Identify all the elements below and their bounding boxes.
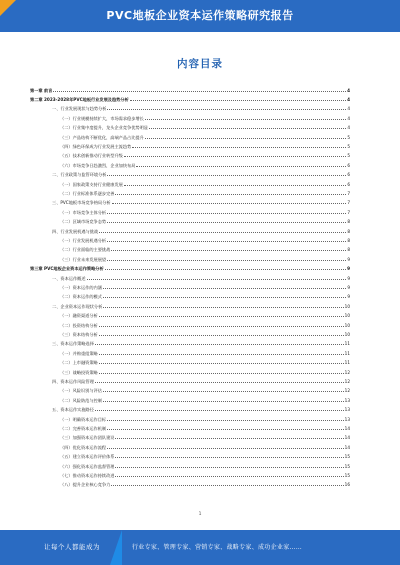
toc-leader-dots <box>124 184 347 186</box>
toc-entry[interactable] <box>60 434 350 441</box>
toc-entry[interactable] <box>52 377 350 384</box>
toc-entry-page: 10 <box>344 331 350 337</box>
toc-entry-page: 7 <box>347 200 350 206</box>
toc-entry[interactable] <box>60 133 350 140</box>
toc-leader-dots <box>99 334 344 336</box>
toc-entry[interactable] <box>52 105 350 112</box>
toc-leader-dots <box>103 296 346 298</box>
toc-leader-dots <box>115 456 343 458</box>
toc-entry-label: （二）资本运作的模式 <box>60 294 102 300</box>
toc-entry[interactable] <box>52 199 350 206</box>
toc-entry-page: 4 <box>347 87 350 93</box>
toc-entry[interactable] <box>52 227 350 234</box>
toc-entry-page: 12 <box>344 369 350 375</box>
toc-entry[interactable] <box>60 255 350 262</box>
toc-entry-page: 8 <box>347 228 350 234</box>
toc-entry-label: 三、PVC地板市场竞争格局分析 <box>52 200 111 206</box>
toc-leader-dots <box>107 447 344 449</box>
toc-entry-label: （一）风险识别与评估 <box>60 388 102 394</box>
toc-leader-dots <box>87 278 347 280</box>
toc-entry-page: 14 <box>344 444 350 450</box>
toc-entry[interactable] <box>52 340 350 347</box>
toc-entry-page: 6 <box>347 162 350 168</box>
page-number: 1 <box>198 512 202 517</box>
toc-entry[interactable] <box>60 415 350 422</box>
toc-entry[interactable] <box>60 218 350 225</box>
toc-entry[interactable] <box>60 152 350 159</box>
toc-entry[interactable] <box>60 124 350 131</box>
report-title: PVC地板企业资本运作策略研究报告 <box>106 9 294 22</box>
toc-entry-page: 8 <box>347 237 350 243</box>
toc-leader-dots <box>111 484 343 486</box>
toc-leader-dots <box>149 127 346 129</box>
toc-entry-label: （五）建立资本运作评价体系 <box>60 454 115 460</box>
toc-entry-label: （二）上市融资策略 <box>60 360 98 366</box>
toc-leader-dots <box>145 137 347 139</box>
toc-entry-label: （二）投资结构分析 <box>60 322 98 328</box>
toc-entry-page: 7 <box>347 209 350 215</box>
toc-entry-label: （三）加强资本运作团队建设 <box>60 435 115 441</box>
toc-entry-page: 9 <box>347 266 350 272</box>
toc-entry[interactable] <box>60 443 350 450</box>
toc-entry-label: （一）国家政策支持行业健康发展 <box>60 181 123 187</box>
toc-entry[interactable] <box>60 330 350 337</box>
toc-heading: 内容目录 <box>177 58 223 70</box>
toc-entry-page: 4 <box>347 96 350 102</box>
toc-entry[interactable] <box>60 349 350 356</box>
toc-leader-dots <box>105 268 346 270</box>
toc-entry-label: （三）行业未来发展展望 <box>60 256 107 262</box>
toc-entry-page: 5 <box>347 143 350 149</box>
toc-entry[interactable] <box>52 302 350 309</box>
toc-entry-page: 6 <box>347 181 350 187</box>
toc-entry[interactable] <box>60 368 350 375</box>
toc-leader-dots <box>132 146 346 148</box>
toc-leader-dots <box>95 343 344 345</box>
toc-entry-page: 13 <box>344 416 350 422</box>
toc-leader-dots <box>99 372 344 374</box>
toc-leader-dots <box>103 390 344 392</box>
toc-leader-dots <box>107 221 346 223</box>
toc-leader-dots <box>99 362 344 364</box>
toc-entry-label: （一）市场竞争主体分析 <box>60 209 107 215</box>
toc-entry-page: 14 <box>344 425 350 431</box>
toc-leader-dots <box>103 287 346 289</box>
toc-leader-dots <box>99 325 344 327</box>
toc-leader-dots <box>99 315 344 317</box>
toc-leader-dots <box>95 381 344 383</box>
toc-entry-page: 4 <box>347 125 350 131</box>
toc-leader-dots <box>103 400 344 402</box>
toc-entry-page: 13 <box>344 407 350 413</box>
toc-entry-label: （三）战略投资策略 <box>60 369 98 375</box>
toc-entry-page: 7 <box>347 190 350 196</box>
toc-entry-label: （六）市场竞争日趋激烈，企业加快布局 <box>60 162 136 168</box>
toc-entry[interactable] <box>60 312 350 319</box>
toc-entry-label: （二）区域市场竞争态势 <box>60 219 107 225</box>
toc-entry[interactable] <box>60 283 350 290</box>
toc-entry-label: 二、企业资本运作现状分析 <box>52 303 103 309</box>
toc-leader-dots <box>115 193 346 195</box>
toc-leader-dots <box>124 155 347 157</box>
toc-entry[interactable] <box>60 246 350 253</box>
toc-entry-label: （一）资本运作的内涵 <box>60 284 102 290</box>
toc-entry[interactable] <box>52 406 350 413</box>
toc-entry[interactable] <box>60 396 350 403</box>
toc-leader-dots <box>95 409 344 411</box>
toc-entry-page: 9 <box>347 294 350 300</box>
toc-entry-label: （一）融资渠道分析 <box>60 313 98 319</box>
toc-entry-page: 8 <box>347 219 350 225</box>
toc-entry-page: 10 <box>344 313 350 319</box>
toc-entry-page: 5 <box>347 153 350 159</box>
toc-leader-dots <box>99 231 346 233</box>
toc-entry-label: （二）风险防范与控制 <box>60 397 102 403</box>
toc-entry[interactable] <box>60 321 350 328</box>
toc-entry-page: 8 <box>347 247 350 253</box>
toc-entry-label: （三）资本结构分析 <box>60 331 98 337</box>
toc-entry-label: （五）技术创新推动行业转型升级 <box>60 153 123 159</box>
toc-entry-page: 9 <box>347 256 350 262</box>
toc-leader-dots <box>130 99 346 101</box>
toc-entry-label: 一、行业发展现状与趋势分析 <box>52 106 107 112</box>
toc-entry[interactable] <box>60 180 350 187</box>
toc-entry-page: 4 <box>347 115 350 121</box>
toc-entry-page: 12 <box>344 378 350 384</box>
toc-entry[interactable] <box>60 462 350 469</box>
toc-entry[interactable] <box>60 453 350 460</box>
toc-leader-dots <box>107 212 346 214</box>
toc-leader-dots <box>53 90 346 92</box>
toc-entry-label: 四、资本运作风险管理 <box>52 378 94 384</box>
toc-entry-page: 11 <box>344 360 350 366</box>
toc-leader-dots <box>107 108 346 110</box>
toc-entry-page: 4 <box>347 106 350 112</box>
toc-entry-label: 三、资本运作策略选择 <box>52 341 94 347</box>
toc-leader-dots <box>99 353 344 355</box>
toc-leader-dots <box>145 118 347 120</box>
toc-entry[interactable] <box>60 387 350 394</box>
toc-entry-page: 11 <box>344 341 350 347</box>
toc-entry-label: （二）行业面临的主要挑战 <box>60 247 111 253</box>
toc-entry[interactable] <box>60 293 350 300</box>
toc-entry-label: （一）并购重组策略 <box>60 350 98 356</box>
toc-leader-dots <box>136 165 346 167</box>
toc-leader-dots <box>115 466 343 468</box>
toc-entry-label: 第二章 2023-2028年PVC地板行业发展及趋势分析 <box>30 96 129 102</box>
toc-entry[interactable] <box>60 114 350 121</box>
toc-leader-dots <box>111 249 346 251</box>
toc-leader-dots <box>115 437 343 439</box>
footer-tagline: 行业专家、管理专家、营销专家、战略专家、成功企业家…… <box>132 544 303 551</box>
toc-entry-page: 16 <box>344 482 350 488</box>
toc-entry-page: 13 <box>344 397 350 403</box>
toc-leader-dots <box>107 428 344 430</box>
toc-entry-page: 10 <box>344 303 350 309</box>
toc-leader-dots <box>115 475 343 477</box>
toc-entry-page: 15 <box>344 472 350 478</box>
toc-entry-label: 五、资本运作实施路径 <box>52 407 94 413</box>
toc-entry-label: （二）行业标准体系逐步完善 <box>60 190 115 196</box>
toc-entry-label: 第三章 PVC地板企业资本运作策略分析 <box>30 266 104 272</box>
toc-entry-label: （二）完善资本运作机制 <box>60 425 107 431</box>
footer-slogan: 让每个人都能成为 <box>44 543 100 551</box>
toc-leader-dots <box>112 202 347 204</box>
toc-entry-label: （七）推动资本运作持续改进 <box>60 472 115 478</box>
toc-entry[interactable] <box>30 95 350 102</box>
toc-entry-page: 9 <box>347 275 350 281</box>
toc-entry-label: 二、行业政策与监管环境分析 <box>52 172 107 178</box>
toc-entry-page: 12 <box>344 388 350 394</box>
toc-entry-label: （二）行业集中度提升，龙头企业竞争优势明显 <box>60 125 148 131</box>
toc-entry-label: （一）明确资本运作目标 <box>60 416 107 422</box>
toc-entry-label: （四）优化资本运作流程 <box>60 444 107 450</box>
toc-entry-page: 11 <box>344 350 350 356</box>
toc-entry[interactable] <box>60 236 350 243</box>
toc-leader-dots <box>107 174 346 176</box>
toc-leader-dots <box>103 306 343 308</box>
toc-leader-dots <box>107 240 346 242</box>
toc-entry-label: （六）强化资本运作监督管理 <box>60 463 115 469</box>
toc-entry-page: 15 <box>344 463 350 469</box>
toc-entry[interactable] <box>52 274 350 281</box>
toc-entry[interactable] <box>30 265 350 272</box>
toc-entry-page: 5 <box>347 134 350 140</box>
toc-entry-page: 15 <box>344 454 350 460</box>
toc-leader-dots <box>107 419 344 421</box>
toc-entry-page: 10 <box>344 322 350 328</box>
toc-entry-label: 四、行业发展机遇与挑战 <box>52 228 99 234</box>
toc-leader-dots <box>107 259 346 261</box>
toc-entry-page: 9 <box>347 284 350 290</box>
table-of-contents <box>0 86 400 506</box>
toc-entry[interactable] <box>52 171 350 178</box>
toc-entry[interactable] <box>60 142 350 149</box>
toc-entry[interactable] <box>60 189 350 196</box>
footer-accent-shape <box>110 530 122 565</box>
toc-entry-label: 一、资本运作概述 <box>52 275 86 281</box>
toc-entry-label: 第一章 前言 <box>30 87 53 93</box>
toc-entry[interactable] <box>30 86 350 93</box>
toc-entry[interactable] <box>60 471 350 478</box>
toc-entry-label: （一）行业规模持续扩大，市场需求稳步增长 <box>60 115 144 121</box>
toc-entry[interactable] <box>60 481 350 488</box>
toc-entry-label: （三）产品结构不断优化，高端产品占比提升 <box>60 134 144 140</box>
toc-entry-label: （一）行业发展机遇分析 <box>60 237 107 243</box>
toc-entry-page: 14 <box>344 435 350 441</box>
toc-entry[interactable] <box>60 161 350 168</box>
toc-entry-page: 6 <box>347 172 350 178</box>
toc-entry[interactable] <box>60 208 350 215</box>
toc-entry[interactable] <box>60 359 350 366</box>
toc-entry-label: （四）绿色环保成为行业发展主流趋势 <box>60 143 132 149</box>
toc-entry-label: （八）提升企业核心竞争力 <box>60 482 111 488</box>
toc-entry[interactable] <box>60 424 350 431</box>
